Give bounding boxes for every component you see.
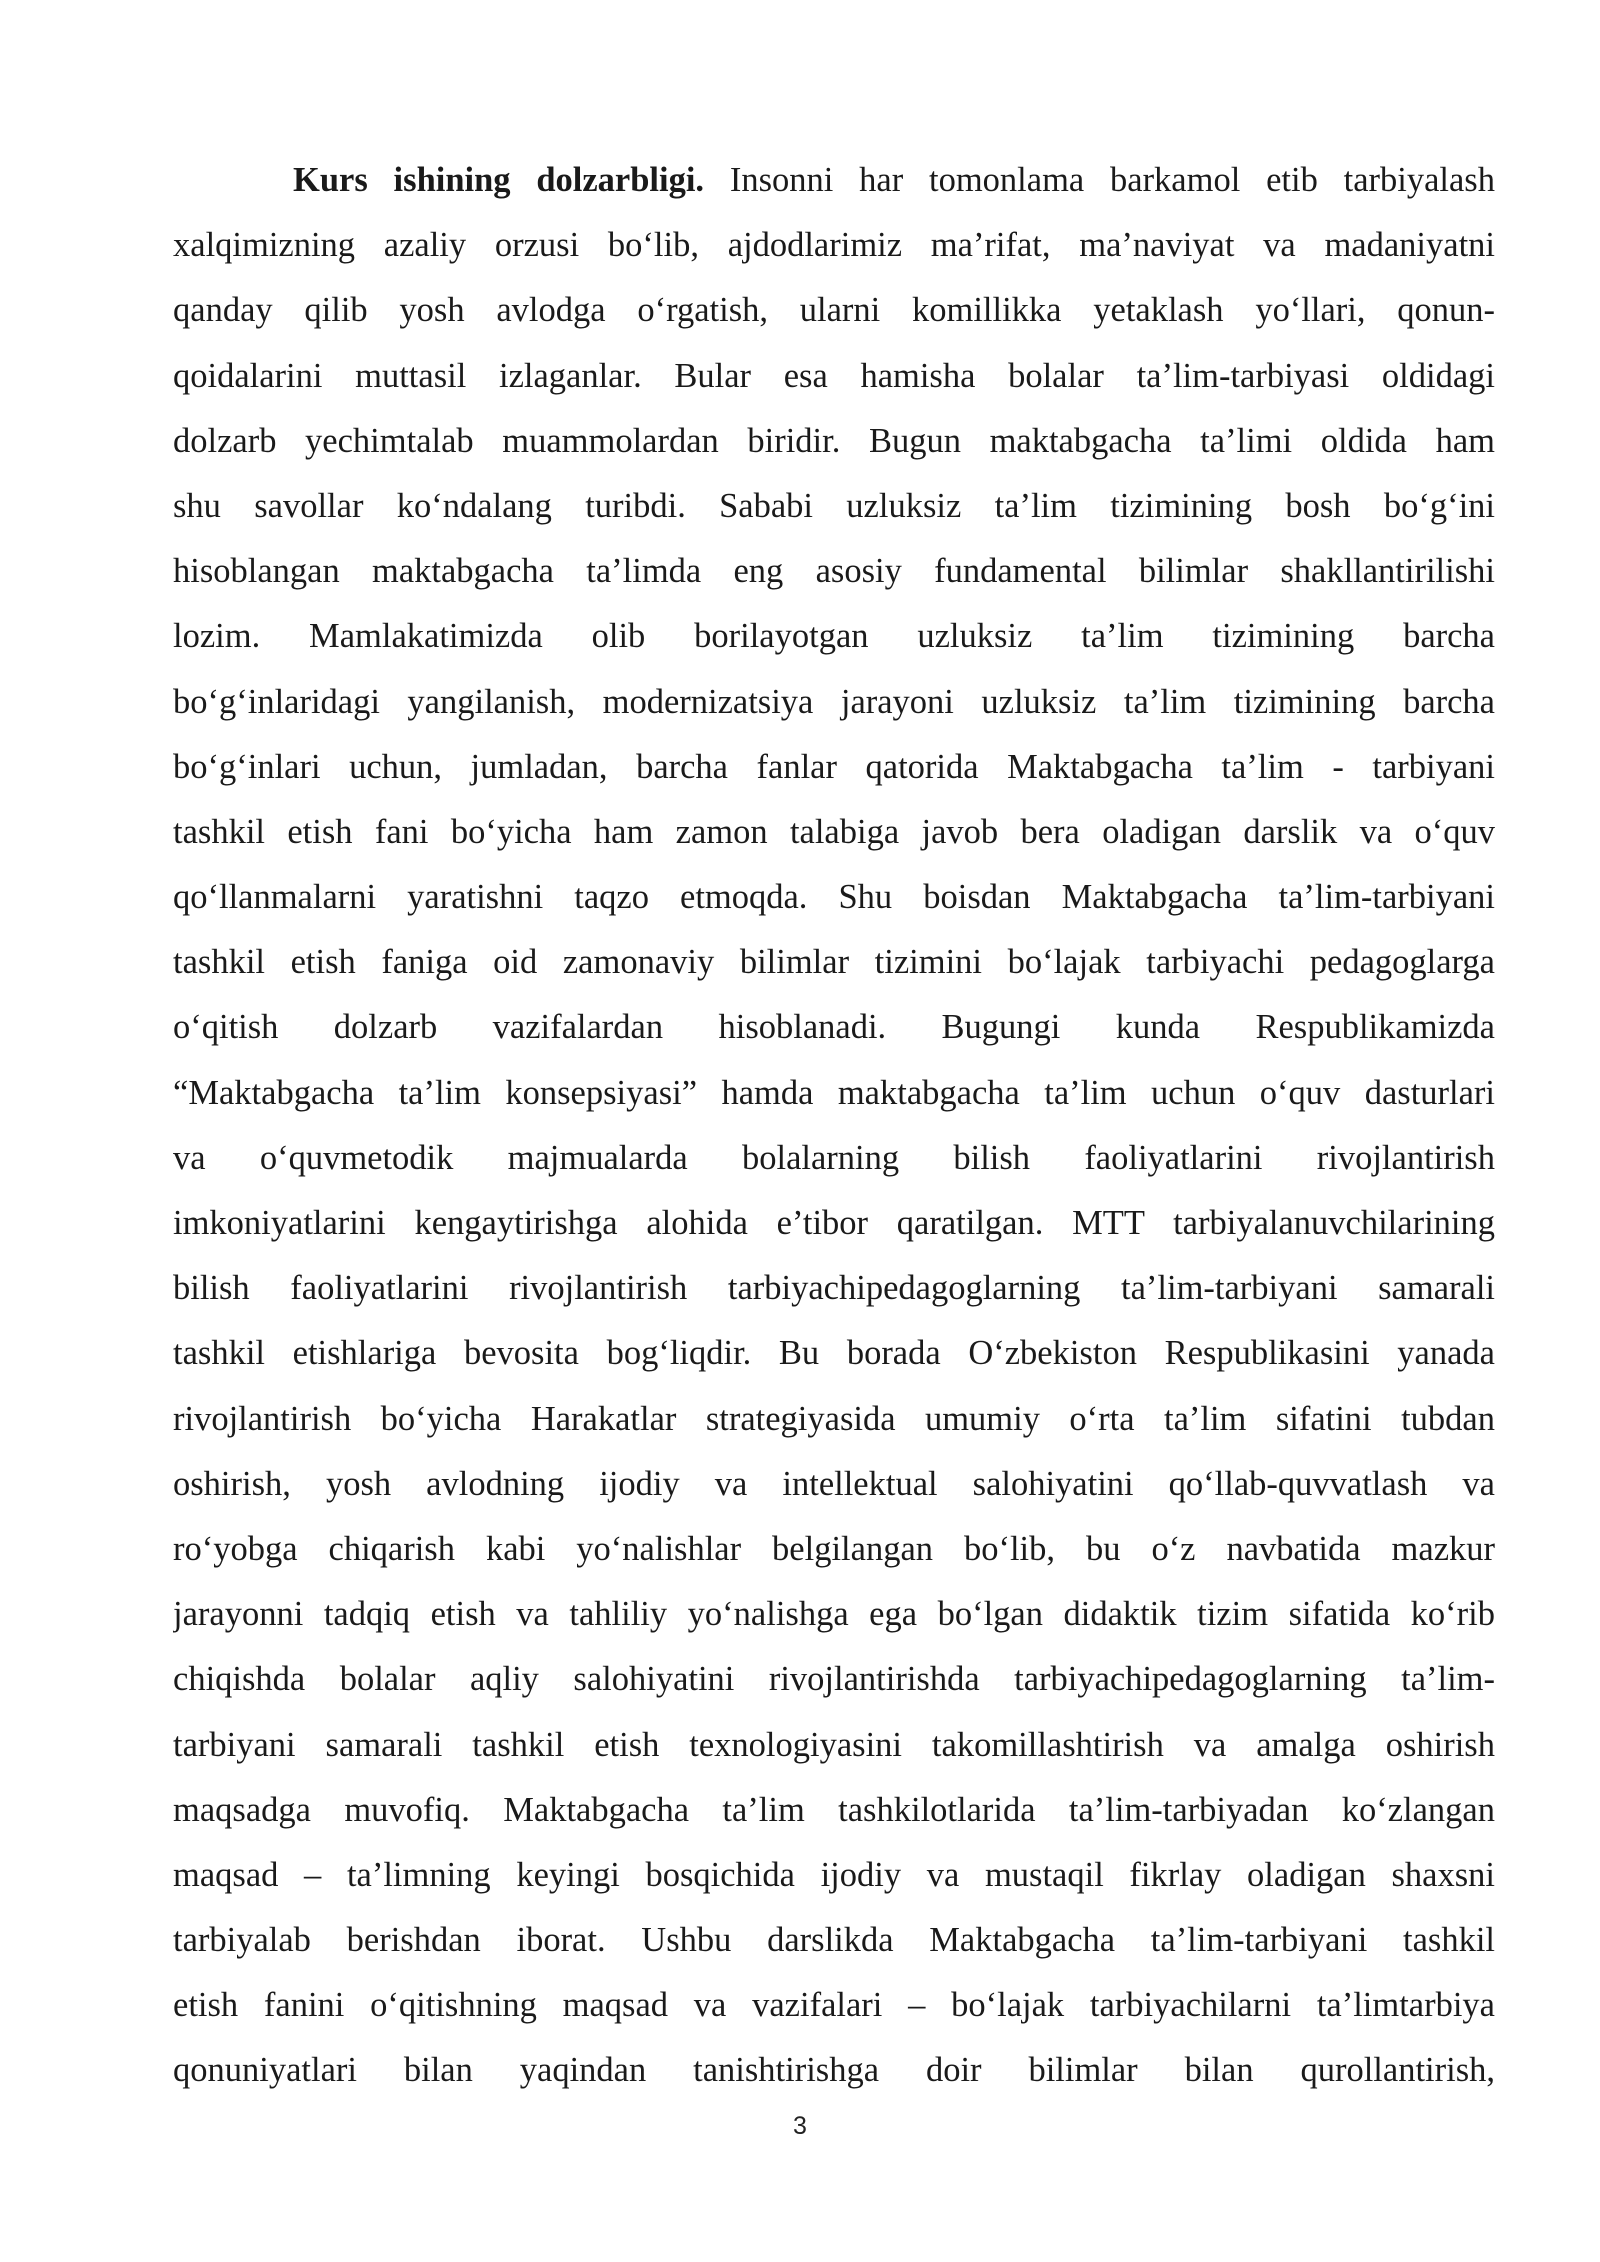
- paragraph-line: tarbiyani samarali tashkil etish texnologiyasini takomillashtirish va amalga oshirish: [173, 1725, 1495, 1764]
- paragraph-line: “Maktabgacha ta’lim konsepsiyasi” hamda maktabgacha ta’lim uchun o‘quv dasturlari: [173, 1073, 1495, 1112]
- paragraph-line: jarayonni tadqiq etish va tahliliy yo‘nalishga ega bo‘lgan didaktik tizim sifatida ko‘rib: [173, 1595, 1495, 1634]
- paragraph-line: qanday qilib yosh avlodga o‘rgatish, ularni komillikka yetaklash yo‘llari, qonun-: [173, 291, 1495, 330]
- paragraph-line-text: Insonni har tomonlama barkamol etib tarbiyalash: [704, 161, 1495, 199]
- paragraph-line: tarbiyalab berishdan iborat. Ushbu darslikda Maktabgacha ta’lim-tarbiyani tashkil: [173, 1921, 1495, 1960]
- paragraph-line: bilish faoliyatlarini rivojlantirish tarbiyachipedagoglarning ta’lim-tarbiyani samarali: [173, 1269, 1495, 1308]
- paragraph-line: qoidalarini muttasil izlaganlar. Bular esa hamisha bolalar ta’lim-tarbiyasi oldidagi: [173, 356, 1495, 395]
- paragraph-line: qo‘llanmalarni yaratishni taqzo etmoqda. Shu boisdan Maktabgacha ta’lim-tarbiyani: [173, 878, 1495, 917]
- paragraph-line: hisoblangan maktabgacha ta’limda eng asosiy fundamental bilimlar shakllantirilishi: [173, 552, 1495, 591]
- paragraph-line: oshirish, yosh avlodning ijodiy va intellektual salohiyatini qo‘llab-quvvatlash va: [173, 1464, 1495, 1503]
- paragraph-line: va o‘quvmetodik majmualarda bolalarning bilish faoliyatlarini rivojlantirish: [173, 1138, 1495, 1177]
- paragraph-line: lozim. Mamlakatimizda olib borilayotgan uzluksiz ta’lim tizimining barcha: [173, 617, 1495, 656]
- paragraph-line: maqsad – ta’limning keyingi bosqichida ijodiy va mustaqil fikrlay oladigan shaxsni: [173, 1855, 1495, 1894]
- paragraph-line: bo‘g‘inlaridagi yangilanish, modernizatsiya jarayoni uzluksiz ta’lim tizimining barcha: [173, 682, 1495, 721]
- paragraph-line: qonuniyatlari bilan yaqindan tanishtirishga doir bilimlar bilan qurollantirish,: [173, 2051, 1495, 2090]
- paragraph-line: chiqishda bolalar aqliy salohiyatini rivojlantirishda tarbiyachipedagoglarning ta’lim-: [173, 1660, 1495, 1699]
- paragraph-line: etish fanini o‘qitishning maqsad va vazifalari – bo‘lajak tarbiyachilarni ta’limtarbiya: [173, 1986, 1495, 2025]
- page-number: 3: [793, 2112, 807, 2140]
- paragraph-line: [173, 148, 1495, 213]
- paragraph-line: xalqimizning azaliy orzusi bo‘lib, ajdodlarimiz ma’rifat, ma’naviyat va madaniyatni: [173, 226, 1495, 265]
- section-lead-heading: Kurs ishining dolzarbligi.: [293, 161, 705, 199]
- body-paragraph: [173, 148, 1495, 2104]
- paragraph-line: tashkil etishlariga bevosita bog‘liqdir. Bu borada O‘zbekiston Respublikasini yanada: [173, 1334, 1495, 1373]
- paragraph-line: rivojlantirish bo‘yicha Harakatlar strategiyasida umumiy o‘rta ta’lim sifatini tubdan: [173, 1399, 1495, 1438]
- paragraph-line: maqsadga muvofiq. Maktabgacha ta’lim tashkilotlarida ta’lim-tarbiyadan ko‘zlangan: [173, 1790, 1495, 1829]
- paragraph-line: imkoniyatlarini kengaytirishga alohida e’tibor qaratilgan. MTT tarbiyalanuvchilarining: [173, 1204, 1495, 1242]
- paragraph-line: shu savollar ko‘ndalang turibdi. Sababi uzluksiz ta’lim tizimining bosh bo‘g‘ini: [173, 486, 1495, 525]
- paragraph-line: ro‘yobga chiqarish kabi yo‘nalishlar belgilangan bo‘lib, bu o‘z navbatida mazkur: [173, 1529, 1495, 1568]
- paragraph-line: tashkil etish fani bo‘yicha ham zamon talabiga javob bera oladigan darslik va o‘quv: [173, 812, 1495, 851]
- paragraph-line: bo‘g‘inlari uchun, jumladan, barcha fanlar qatorida Maktabgacha ta’lim - tarbiyani: [173, 747, 1495, 786]
- paragraph-line: tashkil etish faniga oid zamonaviy bilimlar tizimini bo‘lajak tarbiyachi pedagoglarga: [173, 943, 1495, 982]
- paragraph-line: o‘qitish dolzarb vazifalardan hisoblanadi. Bugungi kunda Respublikamizda: [173, 1008, 1495, 1047]
- paragraph-line: dolzarb yechimtalab muammolardan biridir. Bugun maktabgacha ta’limi oldida ham: [173, 421, 1495, 460]
